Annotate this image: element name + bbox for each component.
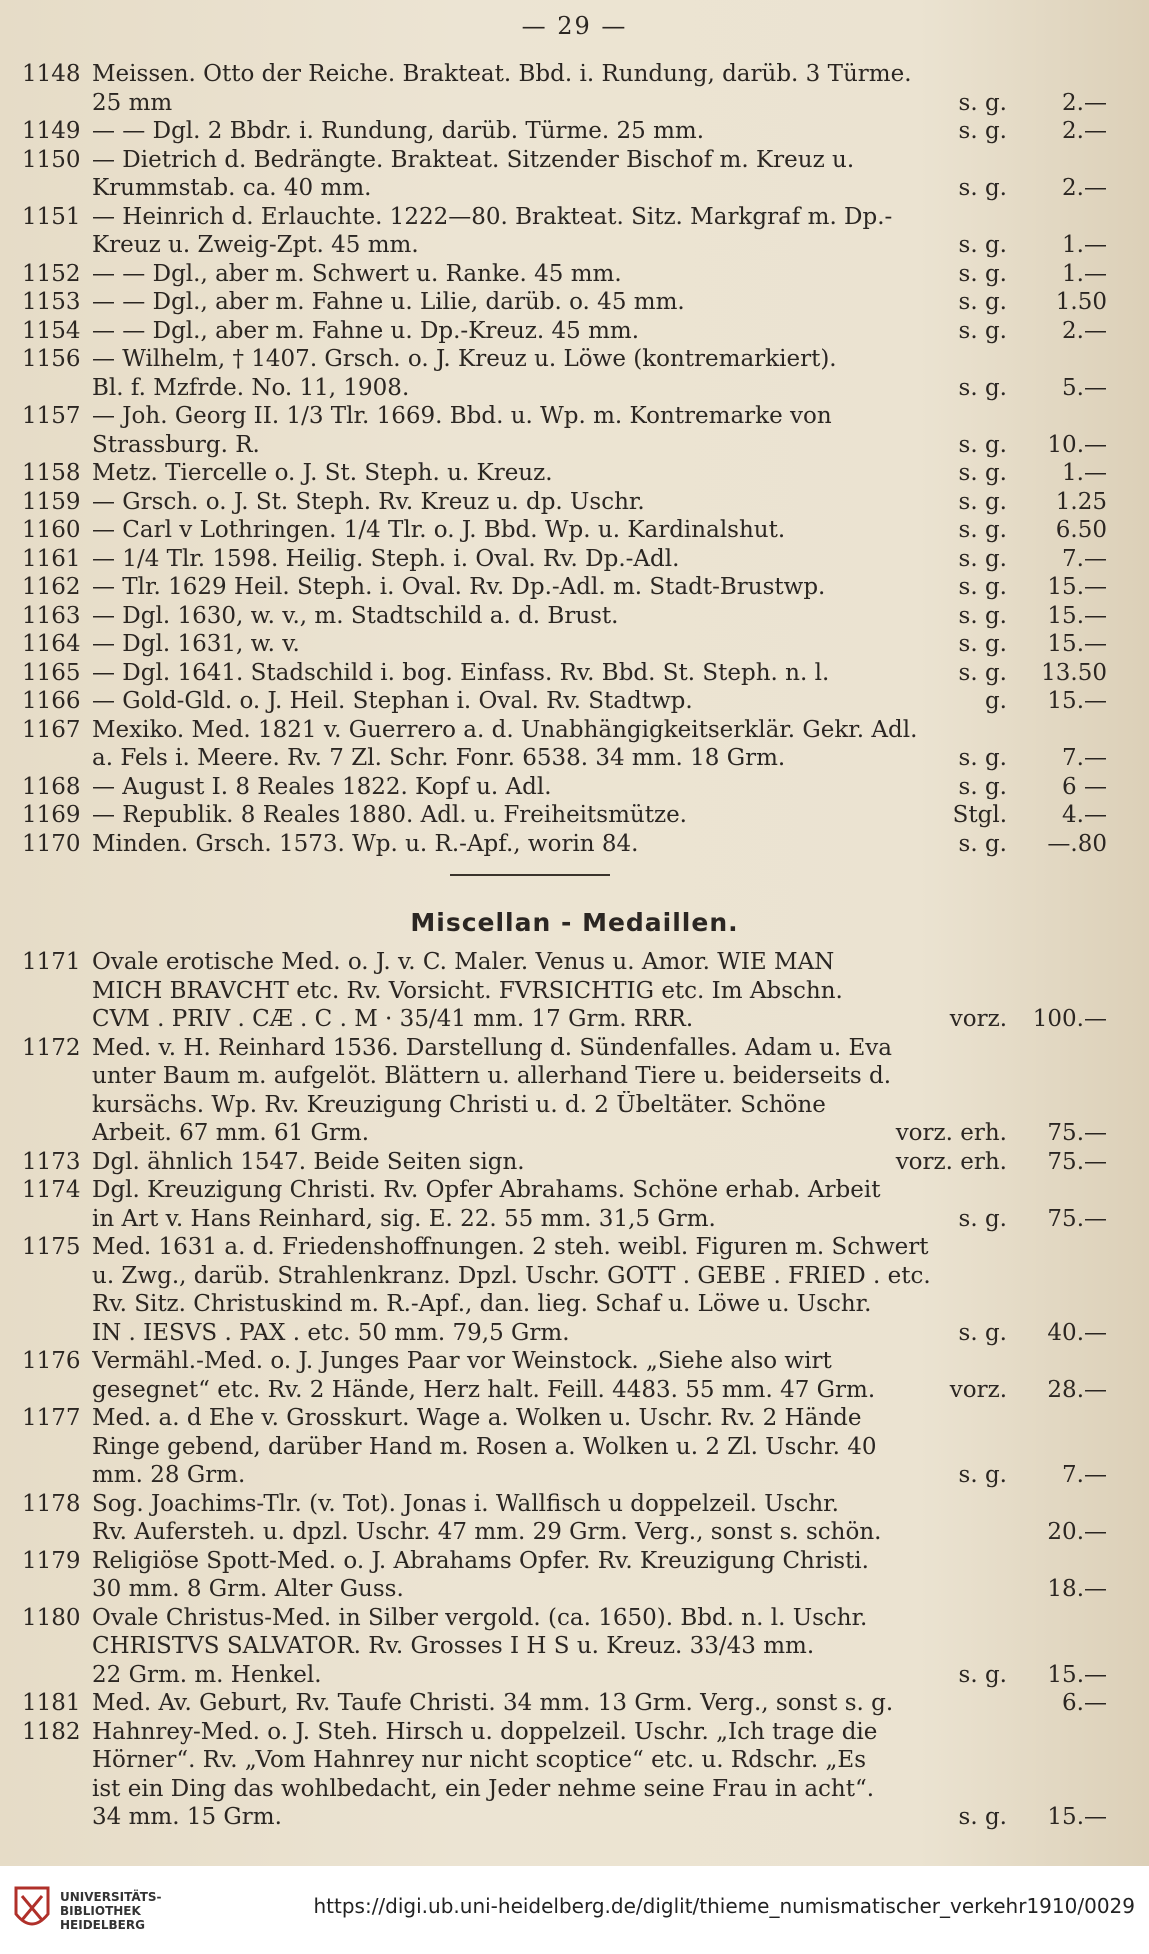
description-line [92, 174, 1007, 203]
description-line [92, 1661, 1007, 1690]
catalog-entry [22, 402, 1107, 459]
condition-grade: s. g. [958, 118, 1007, 144]
catalog-entry [22, 1233, 1107, 1347]
price: 1.25 [1055, 488, 1107, 515]
description-text: — Tlr. 1629 Heil. Steph. i. Oval. Rv. Dp.-Adl. m. Stadt-Brustwp. [92, 574, 826, 600]
lot-number: 1164 [22, 631, 81, 657]
lot-number: 1177 [22, 1405, 81, 1431]
description-text: Ovale Christus-Med. in Silber vergold. (ca. 1650). Bbd. n. l. Uschr. [92, 1604, 868, 1631]
description-text: Arbeit. 67 mm. 61 Grm. [92, 1120, 370, 1146]
catalog-entry [22, 459, 1107, 488]
description-text: — August I. 8 Reales 1822. Kopf u. Adl. [92, 773, 552, 800]
description-line [92, 260, 1007, 289]
lot-number: 1153 [22, 289, 81, 315]
lot-number: 1149 [22, 118, 81, 144]
description-text: Rv. Sitz. Christuskind m. R.-Apf., dan. lieg. Schaf u. Löwe u. Uschr. [92, 1291, 872, 1317]
condition-grade: vorz. [949, 1006, 1007, 1032]
condition-grade: s. g. [958, 631, 1007, 657]
description-line [92, 716, 1007, 745]
price: 75.— [1047, 1148, 1107, 1175]
price: 18.— [1047, 1576, 1107, 1602]
description-text: — Heinrich d. Erlauchte. 1222—80. Brakteat. Sitz. Markgraf m. Dp.- [92, 203, 893, 230]
logo-line-1: UNIVERSITÄTS- [60, 1890, 162, 1904]
description-line [92, 801, 1007, 830]
description-text: Minden. Grsch. 1573. Wp. u. R.-Apf., worin 84. [92, 830, 639, 857]
description-line [92, 1205, 1007, 1234]
entry-description [92, 630, 1007, 659]
description-line [92, 1233, 1007, 1262]
description-text: — — Dgl., aber m. Fahne u. Lilie, darüb. o. 45 mm. [92, 289, 685, 315]
description-text: IN . IESVS . PAX . etc. 50 mm. 79,5 Grm. [92, 1319, 570, 1346]
lot-number: 1148 [22, 61, 81, 87]
description-line [92, 687, 1007, 716]
description-line [92, 1433, 1007, 1462]
price: 7.— [1062, 1462, 1107, 1488]
condition-grade: s. g. [958, 374, 1007, 401]
condition-grade: s. g. [958, 460, 1007, 486]
description-line [92, 488, 1007, 517]
condition-grade: s. g. [958, 289, 1007, 315]
price: 1.— [1062, 460, 1107, 486]
entry-description [92, 203, 1007, 260]
entry-description [92, 1404, 1007, 1490]
entry-description [92, 716, 1007, 773]
description-text: Dgl. ähnlich 1547. Beide Seiten sign. [92, 1148, 525, 1175]
description-line [92, 830, 1007, 859]
description-text: Meissen. Otto der Reiche. Brakteat. Bbd. i. Rundung, darüb. 3 Türme. [92, 61, 912, 87]
description-text: Vermähl.-Med. o. J. Junges Paar vor Weinstock. „Siehe also wirt [92, 1348, 832, 1374]
entry-description [92, 773, 1007, 802]
description-line [92, 1461, 1007, 1490]
description-text: — Joh. Georg II. 1/3 Tlr. 1669. Bbd. u. Wp. m. Kontremarke von [92, 403, 832, 429]
catalog-entry [22, 1718, 1107, 1832]
condition-grade: s. g. [958, 830, 1007, 857]
catalog-entry [22, 1689, 1107, 1718]
description-text: — — Dgl., aber m. Schwert u. Ranke. 45 mm. [92, 260, 622, 287]
library-logo-text [60, 1890, 162, 1932]
entry-description [92, 317, 1007, 346]
price: 100.— [1032, 1006, 1107, 1032]
description-text: 30 mm. 8 Grm. Alter Guss. [92, 1576, 404, 1602]
description-line [92, 1547, 1007, 1576]
description-text: Mexiko. Med. 1821 v. Guerrero a. d. Unabhängigkeitserklär. Gekr. Adl. [92, 716, 918, 743]
entry-description [92, 830, 1007, 859]
price: 20.— [1047, 1519, 1107, 1545]
entry-description [92, 1233, 1007, 1347]
entry-description [92, 1034, 1007, 1148]
lot-number: 1170 [22, 830, 81, 857]
price: 1.— [1062, 232, 1107, 258]
price: —.80 [1047, 830, 1107, 857]
lot-number: 1167 [22, 716, 81, 743]
catalog-entry [22, 602, 1107, 631]
description-text: Religiöse Spott-Med. o. J. Abrahams Opfer. Rv. Kreuzigung Christi. [92, 1547, 869, 1574]
catalog-entry [22, 801, 1107, 830]
lot-number: 1154 [22, 317, 81, 344]
description-text: — Wilhelm, † 1407. Grsch. o. J. Kreuz u. Löwe (kontremarkiert). [92, 346, 837, 372]
catalog-entry [22, 1176, 1107, 1233]
price: 2.— [1062, 175, 1107, 201]
catalog-entry [22, 1604, 1107, 1690]
entry-description [92, 60, 1007, 117]
description-text: Rv. Aufersteh. u. dpzl. Uschr. 47 mm. 29 Grm. Verg., sonst s. schön. [92, 1519, 882, 1545]
entry-description [92, 288, 1007, 317]
catalog-entry [22, 146, 1107, 203]
lot-number: 1181 [22, 1690, 81, 1716]
description-line [92, 1575, 1007, 1604]
page-number: — 29 — [521, 12, 628, 40]
description-text: — Dietrich d. Bedrängte. Brakteat. Sitzender Bischof m. Kreuz u. [92, 146, 855, 173]
lot-number: 1175 [22, 1234, 81, 1260]
description-line [92, 516, 1007, 545]
description-line [92, 977, 1007, 1006]
lot-number: 1162 [22, 574, 81, 600]
description-line [92, 630, 1007, 659]
description-text: Med. v. H. Reinhard 1536. Darstellung d. Sündenfalles. Adam u. Eva [92, 1034, 893, 1061]
description-line [92, 1290, 1007, 1319]
price: 28.— [1047, 1376, 1107, 1403]
description-text: mm. 28 Grm. [92, 1462, 246, 1488]
description-line [92, 60, 1007, 89]
description-text: 34 mm. 15 Grm. [92, 1804, 282, 1830]
lot-number: 1152 [22, 260, 81, 287]
catalog-entries-medals [22, 948, 1107, 1832]
lot-number: 1168 [22, 773, 81, 800]
entry-description [92, 488, 1007, 517]
description-text: — Grsch. o. J. St. Steph. Rv. Kreuz u. dp. Uschr. [92, 488, 645, 515]
entry-description [92, 260, 1007, 289]
entry-description [92, 345, 1007, 402]
price: 15.— [1047, 631, 1107, 657]
price: 1.— [1062, 260, 1107, 287]
entry-description [92, 1604, 1007, 1690]
entry-description [92, 1347, 1007, 1404]
source-url[interactable]: https://digi.ub.uni-heidelberg.de/diglit/thieme_numismatischer_verkehr1910/0029 [313, 1894, 1135, 1918]
condition-grade: Stgl. [952, 802, 1007, 828]
lot-number: 1166 [22, 688, 81, 714]
description-text: — Dgl. 1641. Stadschild i. bog. Einfass. Rv. Bbd. St. Steph. n. l. [92, 659, 830, 686]
description-text: — Carl v Lothringen. 1/4 Tlr. o. J. Bbd. Wp. u. Kardinalshut. [92, 517, 786, 543]
description-line [92, 1632, 1007, 1661]
entry-description [92, 545, 1007, 574]
entry-description [92, 687, 1007, 716]
description-text: kursächs. Wp. Rv. Kreuzigung Christi u. d. 2 Übeltäter. Schöne [92, 1091, 826, 1118]
price: 40.— [1047, 1319, 1107, 1346]
lot-number: 1151 [22, 203, 81, 230]
description-line [92, 345, 1007, 374]
price: 13.50 [1041, 659, 1107, 686]
lot-number: 1172 [22, 1034, 81, 1061]
condition-grade: s. g. [958, 517, 1007, 543]
price: 15.— [1047, 574, 1107, 600]
catalog-entry [22, 630, 1107, 659]
catalog-entry [22, 1490, 1107, 1547]
condition-grade: s. g. [958, 488, 1007, 515]
condition-grade: vorz. erh. [895, 1120, 1007, 1146]
lot-number: 1171 [22, 949, 81, 975]
price: 2.— [1062, 118, 1107, 144]
description-line [92, 1262, 1007, 1291]
lot-number: 1156 [22, 346, 81, 372]
price: 2.— [1062, 89, 1107, 116]
entry-description [92, 1718, 1007, 1832]
condition-grade: s. g. [958, 260, 1007, 287]
description-text: Strassburg. R. [92, 431, 260, 458]
entry-description [92, 801, 1007, 830]
lot-number: 1178 [22, 1490, 81, 1517]
catalog-entry [22, 60, 1107, 117]
description-line [92, 1518, 1007, 1547]
price: 2.— [1062, 317, 1107, 344]
catalog-entry [22, 1404, 1107, 1490]
description-text: 22 Grm. m. Henkel. [92, 1661, 322, 1688]
catalog-entry [22, 1148, 1107, 1177]
description-text: — 1/4 Tlr. 1598. Heilig. Steph. i. Oval. Rv. Dp.-Adl. [92, 545, 680, 572]
condition-grade: s. g. [958, 175, 1007, 201]
description-text: Med. a. d Ehe v. Grosskurt. Wage a. Wolken u. Uschr. Rv. 2 Hände [92, 1405, 862, 1431]
catalog-entry [22, 203, 1107, 260]
description-text: Hahnrey-Med. o. J. Steh. Hirsch u. doppelzeil. Uschr. „Ich trage die [92, 1718, 878, 1745]
price: 7.— [1062, 545, 1107, 572]
catalog-entry [22, 716, 1107, 773]
catalog-entry [22, 260, 1107, 289]
description-text: Kreuz u. Zweig-Zpt. 45 mm. [92, 232, 419, 258]
description-text: unter Baum m. aufgelöt. Blättern u. allerhand Tiere u. beiderseits d. [92, 1063, 892, 1089]
entry-description [92, 602, 1007, 631]
lot-number: 1176 [22, 1348, 81, 1374]
catalog-entry [22, 948, 1107, 1034]
catalog-entry [22, 573, 1107, 602]
catalog-entry [22, 516, 1107, 545]
entry-description [92, 1490, 1007, 1547]
description-line [92, 1176, 1007, 1205]
catalog-entries-coins [22, 60, 1107, 858]
description-text: Hörner“. Rv. „Vom Hahnrey nur nicht scoptice“ etc. u. Rdschr. „Es [92, 1747, 867, 1773]
description-text: Metz. Tiercelle o. J. St. Steph. u. Kreuz. [92, 460, 553, 486]
condition-grade: s. g. [958, 602, 1007, 629]
description-text: — — Dgl. 2 Bbdr. i. Rundung, darüb. Türme. 25 mm. [92, 118, 705, 144]
description-text: in Art v. Hans Reinhard, sig. E. 22. 55 mm. 31,5 Grm. [92, 1205, 716, 1232]
description-line [92, 203, 1007, 232]
condition-grade: s. g. [958, 1205, 1007, 1232]
description-text: Sog. Joachims-Tlr. (v. Tot). Jonas i. Wallfisch u doppelzeil. Uschr. [92, 1490, 839, 1517]
condition-grade: s. g. [958, 1804, 1007, 1830]
entry-description [92, 948, 1007, 1034]
lot-number: 1174 [22, 1177, 81, 1203]
description-line [92, 1347, 1007, 1376]
entry-description [92, 1689, 1007, 1718]
condition-grade: s. g. [958, 574, 1007, 600]
description-line [92, 231, 1007, 260]
price: 4.— [1062, 802, 1107, 828]
description-line [92, 948, 1007, 977]
section-title: Miscellan - Medaillen. [410, 908, 739, 937]
description-line [92, 573, 1007, 602]
lot-number: 1161 [22, 545, 81, 572]
description-line [92, 402, 1007, 431]
condition-grade: s. g. [958, 317, 1007, 344]
description-line [92, 744, 1007, 773]
condition-grade: vorz. [949, 1376, 1007, 1403]
lot-number: 1169 [22, 802, 81, 828]
description-text: Bl. f. Mzfrde. No. 11, 1908. [92, 374, 410, 401]
price: 1.50 [1055, 289, 1107, 315]
entry-description [92, 659, 1007, 688]
description-line [92, 1062, 1007, 1091]
lot-number: 1158 [22, 460, 81, 486]
description-line [92, 1119, 1007, 1148]
description-line [92, 1319, 1007, 1348]
description-line [92, 1718, 1007, 1747]
description-text: — — Dgl., aber m. Fahne u. Dp.-Kreuz. 45 mm. [92, 317, 640, 344]
condition-grade: vorz. erh. [895, 1148, 1007, 1175]
description-line [92, 1689, 1007, 1718]
condition-grade: s. g. [958, 745, 1007, 771]
description-text: Dgl. Kreuzigung Christi. Rv. Opfer Abrahams. Schöne erhab. Arbeit [92, 1177, 881, 1203]
entry-description [92, 516, 1007, 545]
catalog-entry [22, 659, 1107, 688]
price: 15.— [1047, 602, 1107, 629]
viewer-footer [0, 1866, 1149, 1954]
description-line [92, 317, 1007, 346]
entry-description [92, 459, 1007, 488]
condition-grade: s. g. [958, 773, 1007, 800]
catalog-entry [22, 488, 1107, 517]
lot-number: 1157 [22, 403, 81, 429]
description-line [92, 1091, 1007, 1120]
description-text: Krummstab. ca. 40 mm. [92, 175, 372, 201]
lot-number: 1165 [22, 659, 81, 686]
description-text: Ringe gebend, darüber Hand m. Rosen a. Wolken u. 2 Zl. Uschr. 40 [92, 1433, 877, 1460]
description-text: ist ein Ding das wohlbedacht, ein Jeder nehme seine Frau in acht“. [92, 1775, 875, 1802]
description-text: — Dgl. 1630, w. v., m. Stadtschild a. d. Brust. [92, 602, 619, 629]
lot-number: 1163 [22, 602, 81, 629]
description-line [92, 459, 1007, 488]
condition-grade: s. g. [958, 431, 1007, 458]
catalog-entry [22, 773, 1107, 802]
condition-grade: g. [984, 688, 1007, 714]
entry-description [92, 117, 1007, 146]
lot-number: 1160 [22, 517, 81, 543]
price: 15.— [1047, 1804, 1107, 1830]
lot-number: 1179 [22, 1547, 81, 1574]
catalog-entry [22, 117, 1107, 146]
description-text: — Republik. 8 Reales 1880. Adl. u. Freiheitsmütze. [92, 802, 687, 828]
price: 6.— [1062, 1690, 1107, 1716]
description-text: — Dgl. 1631, w. v. [92, 631, 300, 657]
description-text: u. Zwg., darüb. Strahlenkranz. Dpzl. Uschr. GOTT . GEBE . FRIED . etc. [92, 1262, 931, 1289]
description-line [92, 1005, 1007, 1034]
description-line [92, 1746, 1007, 1775]
description-line [92, 89, 1007, 118]
description-text: CHRISTVS SALVATOR. Rv. Grosses I H S u. Kreuz. 33/43 mm. [92, 1633, 815, 1659]
catalog-entry [22, 317, 1107, 346]
catalog-entry [22, 830, 1107, 859]
catalog-entry [22, 345, 1107, 402]
description-line [92, 602, 1007, 631]
description-line [92, 1034, 1007, 1063]
entry-description [92, 402, 1007, 459]
catalog-entry [22, 1547, 1107, 1604]
description-line [92, 374, 1007, 403]
description-line [92, 431, 1007, 460]
description-text: Med. Av. Geburt, Rv. Taufe Christi. 34 mm. 13 Grm. Verg., sonst s. g. [92, 1690, 894, 1716]
description-line [92, 146, 1007, 175]
description-text: MICH BRAVCHT etc. Rv. Vorsicht. FVRSICHTIG etc. Im Abschn. [92, 977, 843, 1004]
lot-number: 1182 [22, 1718, 81, 1745]
price: 6 — [1062, 773, 1107, 800]
lot-number: 1180 [22, 1604, 81, 1631]
entry-description [92, 146, 1007, 203]
description-line [92, 773, 1007, 802]
lot-number: 1150 [22, 146, 81, 173]
condition-grade: s. g. [958, 232, 1007, 258]
description-text: 25 mm [92, 89, 173, 116]
description-line [92, 1404, 1007, 1433]
condition-grade: s. g. [958, 89, 1007, 116]
description-text: Ovale erotische Med. o. J. v. C. Maler. Venus u. Amor. WIE MAN [92, 949, 835, 975]
description-text: gesegnet“ etc. Rv. 2 Hände, Herz halt. Feill. 4483. 55 mm. 47 Grm. [92, 1376, 876, 1403]
description-line [92, 288, 1007, 317]
description-line [92, 1803, 1007, 1832]
description-text: — Gold-Gld. o. J. Heil. Stephan i. Oval. Rv. Stadtwp. [92, 688, 693, 714]
condition-grade: s. g. [958, 1462, 1007, 1488]
entry-description [92, 1547, 1007, 1604]
logo-line-2: BIBLIOTHEK [60, 1904, 141, 1918]
price: 5.— [1062, 374, 1107, 401]
description-text: Med. 1631 a. d. Friedenshoffnungen. 2 steh. weibl. Figuren m. Schwert [92, 1234, 929, 1260]
description-text: a. Fels i. Meere. Rv. 7 Zl. Schr. Fonr. 6538. 34 mm. 18 Grm. [92, 745, 786, 771]
entry-description [92, 1176, 1007, 1233]
entry-description [92, 1148, 1007, 1177]
entry-description [92, 573, 1007, 602]
lot-number: 1159 [22, 488, 81, 515]
university-seal-icon [12, 1884, 52, 1936]
catalog-entry [22, 1347, 1107, 1404]
price: 10.— [1047, 431, 1107, 458]
condition-grade: s. g. [958, 1319, 1007, 1346]
description-line [92, 1148, 1007, 1177]
price: 75.— [1047, 1120, 1107, 1146]
description-line [92, 1604, 1007, 1633]
price: 75.— [1047, 1205, 1107, 1232]
catalog-entry [22, 545, 1107, 574]
price: 15.— [1047, 688, 1107, 714]
price: 7.— [1062, 745, 1107, 771]
price: 15.— [1047, 1661, 1107, 1688]
catalog-entry [22, 1034, 1107, 1148]
description-text: CVM . PRIV . CÆ . C . M · 35/41 mm. 17 Grm. RRR. [92, 1006, 694, 1032]
condition-grade: s. g. [958, 545, 1007, 572]
logo-line-3: HEIDELBERG [60, 1918, 145, 1932]
section-divider [450, 874, 610, 876]
lot-number: 1173 [22, 1148, 81, 1175]
description-line [92, 1376, 1007, 1405]
catalog-entry [22, 288, 1107, 317]
description-line [92, 545, 1007, 574]
price: 6.50 [1055, 517, 1107, 543]
condition-grade: s. g. [958, 1661, 1007, 1688]
description-line [92, 117, 1007, 146]
condition-grade: s. g. [958, 659, 1007, 686]
description-line [92, 1775, 1007, 1804]
description-line [92, 659, 1007, 688]
catalog-entry [22, 687, 1107, 716]
description-line [92, 1490, 1007, 1519]
